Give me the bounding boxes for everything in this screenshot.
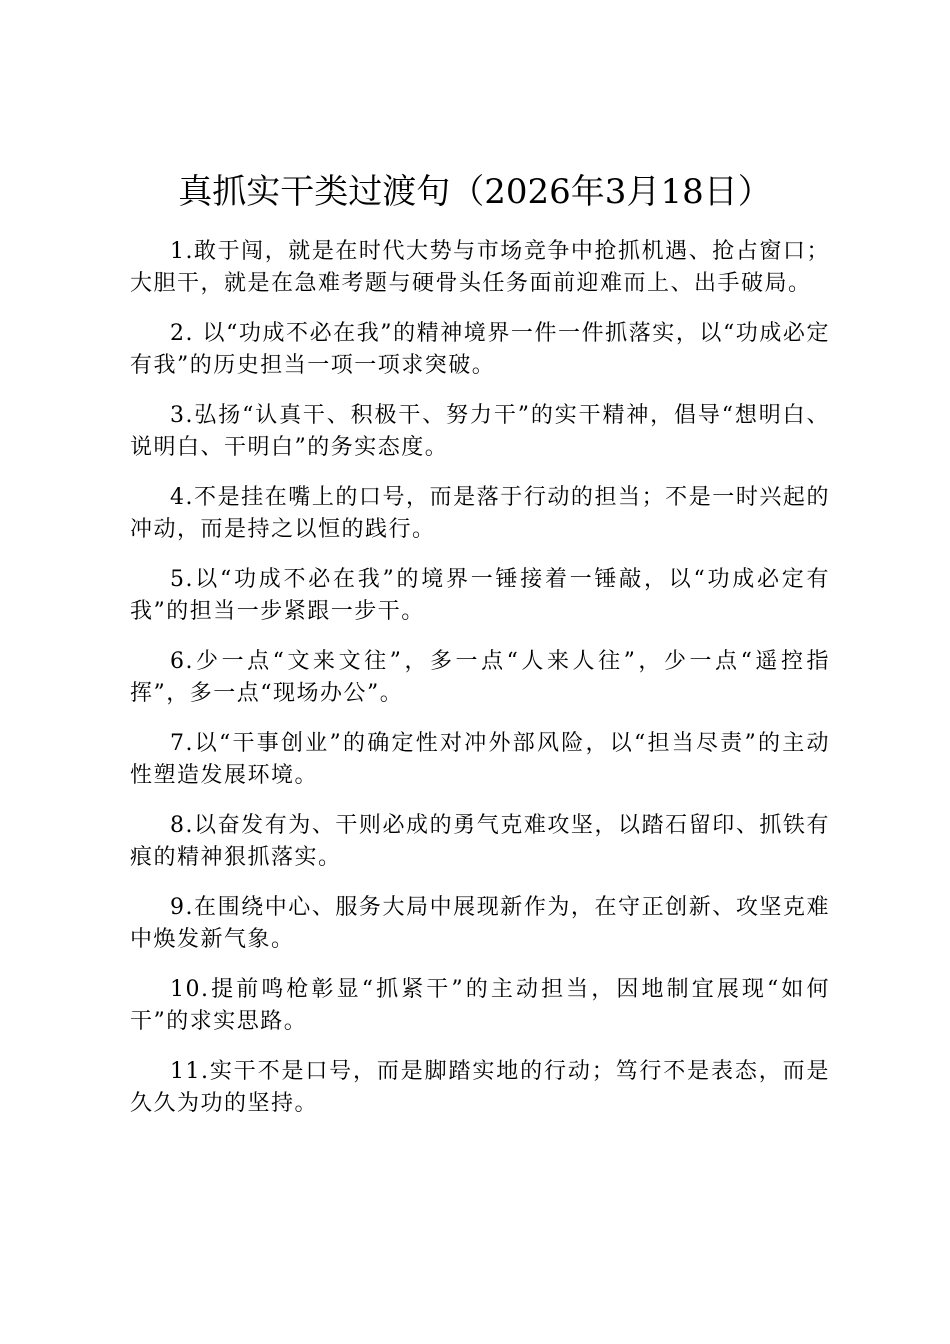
paragraph-11: 11.实干不是口号，而是脚踏实地的行动；笃行不是表态，而是久久为功的坚持。 <box>130 1059 830 1116</box>
document-title: 真抓实干类过渡句（2026年3月18日） <box>178 172 772 212</box>
paragraph-5: 5.以“功成不必在我”的境界一锤接着一锤敲，以“功成必定有我”的担当一步紧跟一步干。 <box>130 567 830 624</box>
paragraph-7: 7.以“干事创业”的确定性对冲外部风险，以“担当尽责”的主动性塑造发展环境。 <box>130 731 830 788</box>
paragraph-6: 6.少一点“文来文往”，多一点“人来人往”，少一点“遥控指挥”，多一点“现场办公”。 <box>130 649 830 706</box>
paragraph-3: 3.弘扬“认真干、积极干、努力干”的实干精神，倡导“想明白、说明白、干明白”的务实态度。 <box>130 403 830 460</box>
paragraph-4: 4.不是挂在嘴上的口号，而是落于行动的担当；不是一时兴起的冲动，而是持之以恒的践行。 <box>130 485 830 542</box>
document-body <box>130 236 830 1138</box>
paragraph-9: 9.在围绕中心、服务大局中展现新作为，在守正创新、攻坚克难中焕发新气象。 <box>130 895 830 952</box>
paragraph-8: 8.以奋发有为、干则必成的勇气克难攻坚，以踏石留印、抓铁有痕的精神狠抓落实。 <box>130 813 830 870</box>
paragraph-10: 10.提前鸣枪彰显“抓紧干”的主动担当，因地制宜展现“如何干”的求实思路。 <box>130 977 830 1034</box>
paragraph-1: 1.敢于闯，就是在时代大势与市场竞争中抢抓机遇、抢占窗口；大胆干，就是在急难考题与硬骨头任务面前迎难而上、出手破局。 <box>130 239 830 296</box>
paragraph-2: 2. 以“功成不必在我”的精神境界一件一件抓落实，以“功成必定有我”的历史担当一项一项求突破。 <box>130 321 830 378</box>
